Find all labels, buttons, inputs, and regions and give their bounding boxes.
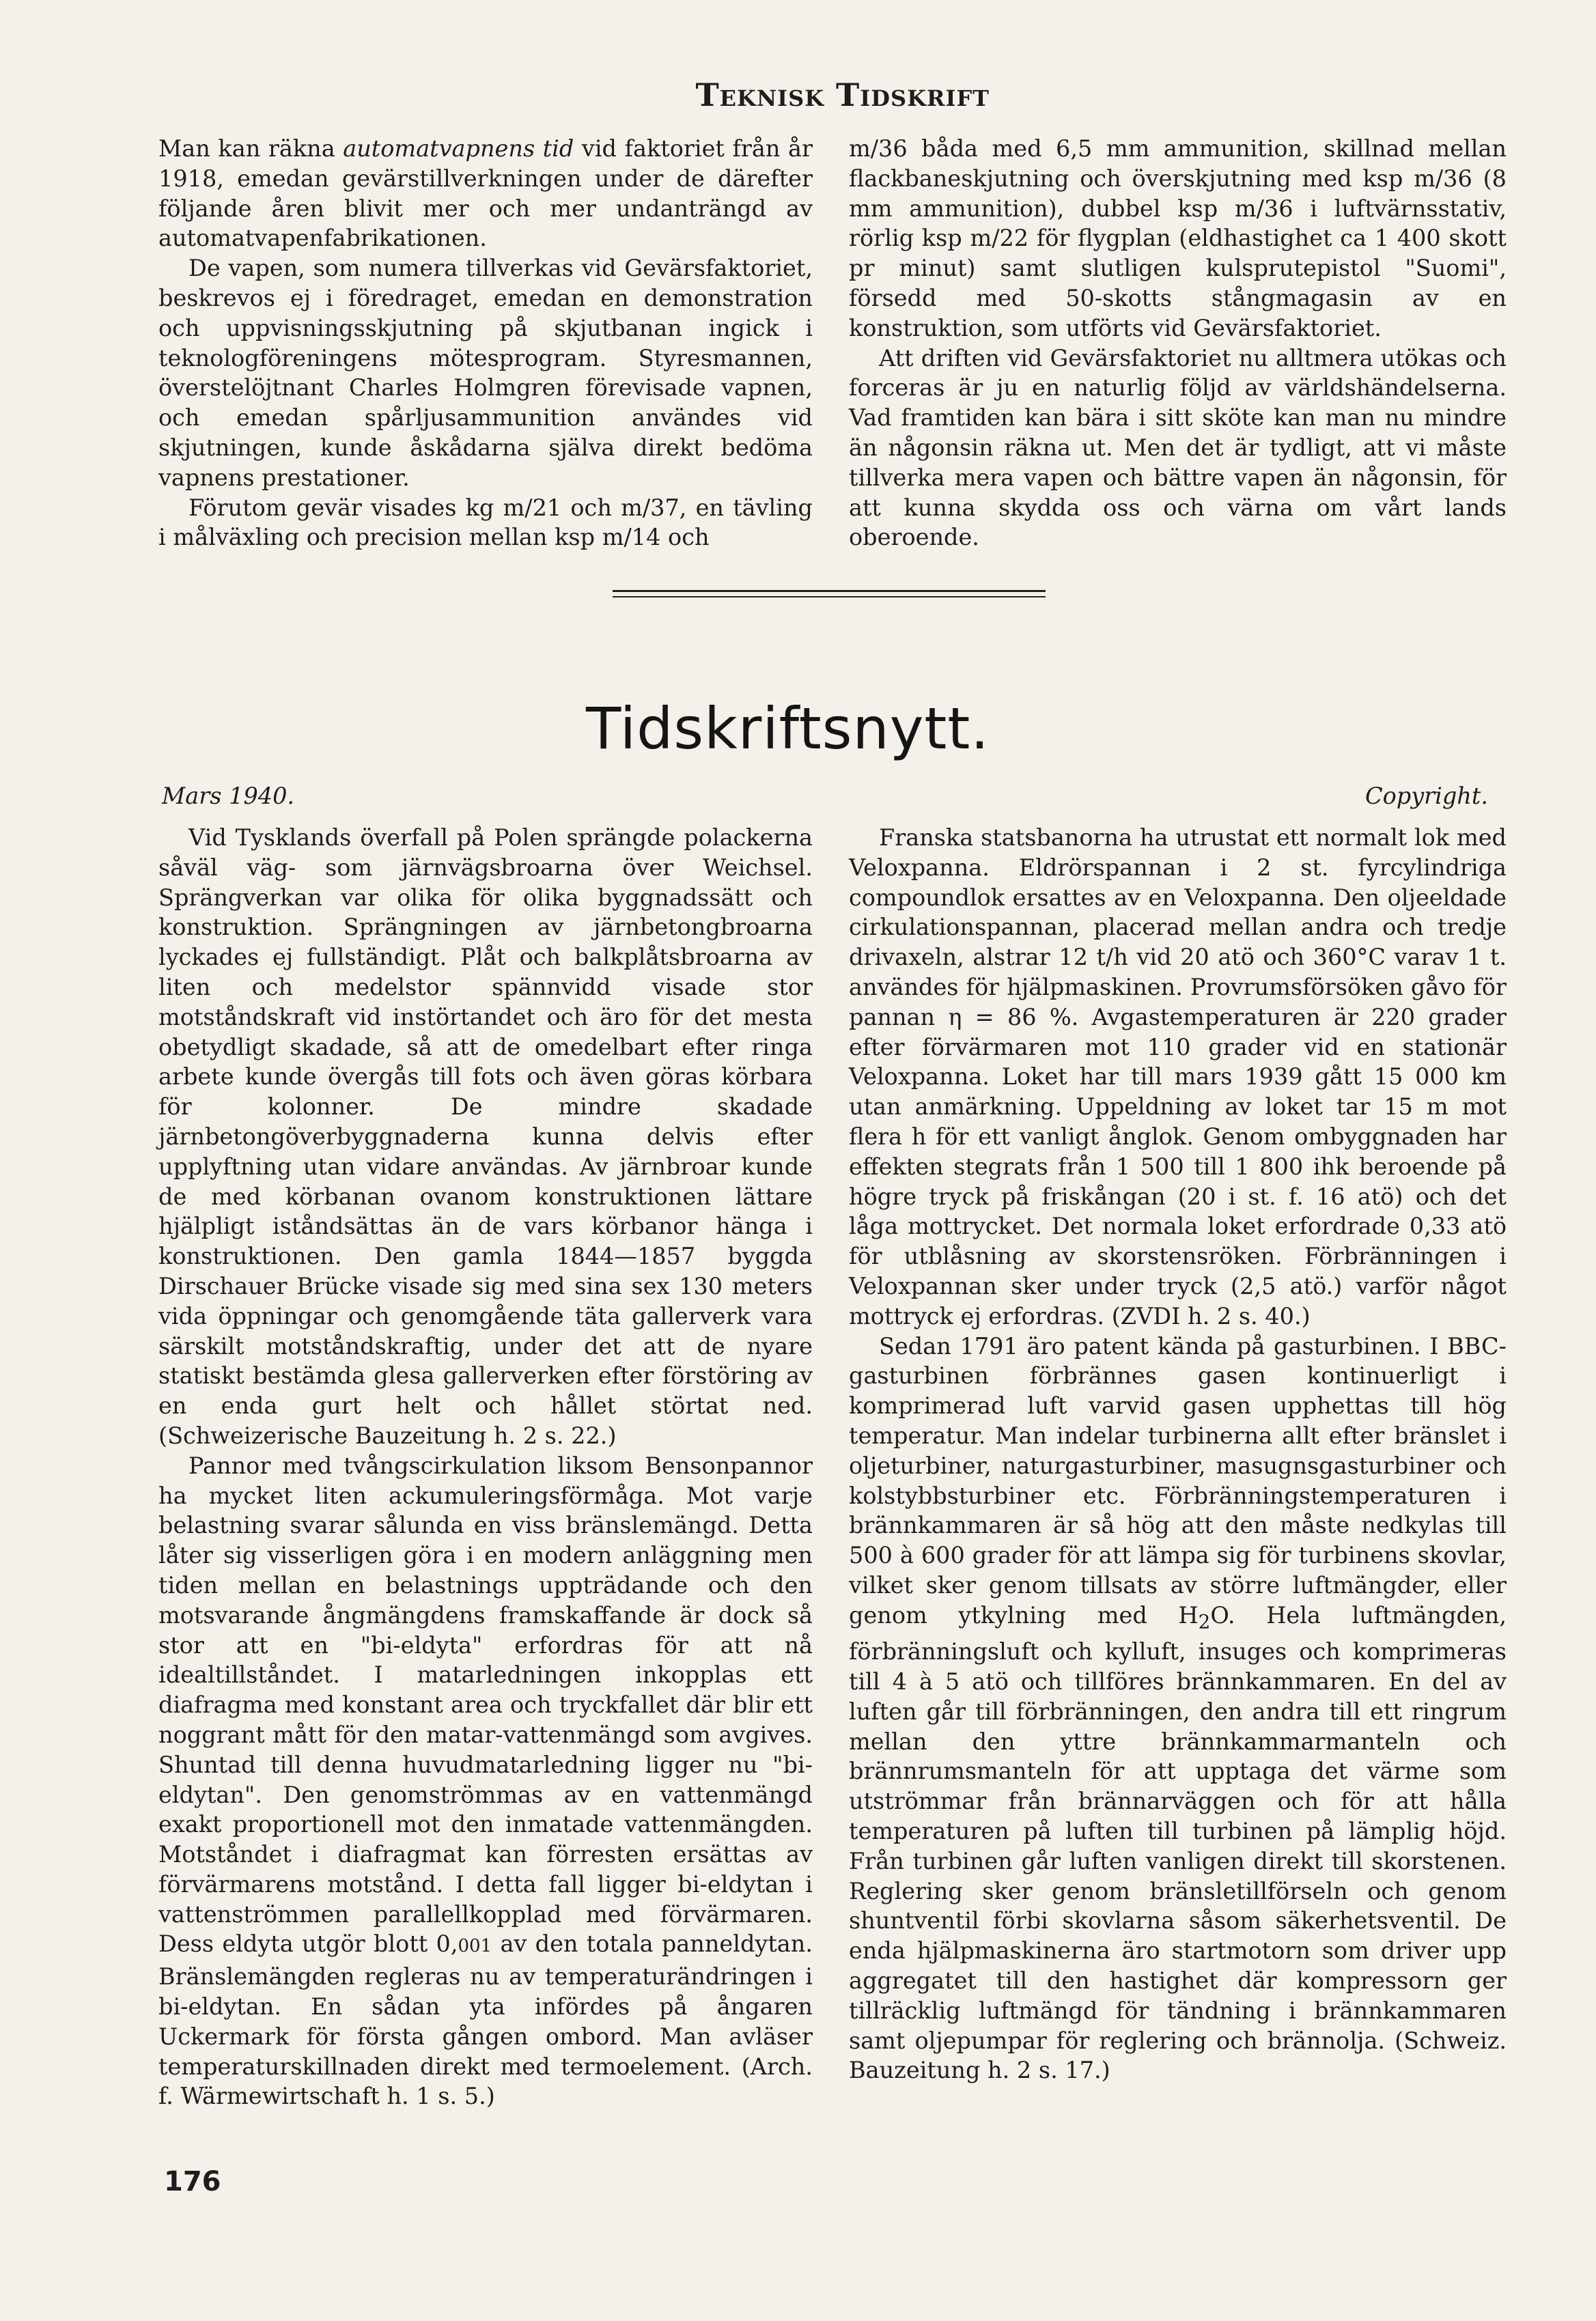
copyright-label: Copyright. [1364,783,1488,809]
bottom-right-column [849,823,1507,2085]
paragraph: Franska statsbanorna ha utrustat ett normalt lok med Veloxpanna. Eldrörspannan i 2 st. fyrcylindriga compoundlok ersattes av en Veloxpanna. Den oljeeldade cirkulationspannan, placerad mellan andra och tredje drivaxeln, alstrar 12 t/h vid 20 atö och 360°C varav 1 t. användes för hjälpmaskinen. Provrumsförsöken gåvo för pannan η = 86 %. Avgastemperaturen är 220 grader efter förvärmaren mot 110 grader vid en stationär Veloxpanna. Loket har till mars 1939 gått 15 000 km utan anmärkning. Uppeldning av loket tar 15 m mot flera h för ett vanligt ånglok. Genom ombyggnaden har effekten stegrats från 1 500 till 1 800 ihk beroende på högre tryck på friskångan (20 i st. f. 16 atö) och det låga mottrycket. Det normala loket erfordrade 0,33 atö för utblåsning av skorstensröken. Förbränningen i Veloxpannan sker under tryck (2,5 atö.) varför något mottryck ej erfordras. (ZVDI h. 2 s. 40.) [849,824,1507,1330]
paragraph: De vapen, som numera tillverkas vid Gevärsfaktoriet, beskrevos ej i föredraget, emedan en demonstration och uppvisningsskjutning på skjutbanan ingick i teknologföreningens mötesprogram. Styresmannen, överstelöjtnant Charles Holmgren förevisade vapnen, och emedan spårljusammunition användes vid skjutningen, kunde åskådarna själva direkt bedöma vapnens prestationer. [158,255,813,491]
issue-date: Mars 1940. [162,783,295,809]
paragraph: Sedan 1791 äro patent kända på gasturbinen. I BBC-gasturbinen förbrännes gasen kontinuerligt i komprimerad luft varvid gasen upphettas till hög temperatur. Man indelar turbinerna allt efter bränslet i oljeturbiner, naturgasturbiner, masugnsgasturbiner och kolstybbsturbiner etc. Förbränningstemperaturen i brännkammaren är så hög att den måste nedkylas till 500 à 600 grader för att lämpa sig för turbinens skovlar, vilket sker genom tillsats av större luftmängder, eller genom ytkylning med $H_2O$. Hela luftmängden, förbränningsluft och kylluft, insuges och komprimeras till 4 à 5 atö och tillföres brännkammaren. En del av luften går till förbränningen, den andra till ett ringrum mellan den yttre brännkammarmanteln och brännrumsmanteln för att upptaga det värme som utströmmar från brännarväggen och för att hålla temperaturen på luften till turbinen på lämplig höjd. Från turbinen går luften vanligen direkt till skorstenen. Reglering sker genom bränsletillförseln och genom shuntventil förbi skovlarna såsom säkerhetsventil. De enda hjälpmaskinerna äro startmotorn som driver upp aggregatet till den hastighet där kompressorn ger tillräcklig luftmängd för tändning i brännkammaren samt oljepumpar för reglering och brännolja. (Schweiz. Bauzeitung h. 2 s. 17.) [849,1332,1507,2084]
paragraph: Förutom gevär visades kg m/21 och m/37, en tävling i målväxling och precision mellan ksp m/14 och [158,494,813,551]
paragraph: Pannor med tvångscirkulation liksom Bensonpannor ha mycket liten ackumuleringsförmåga. Mot varje belastning svarar sålunda en viss bränslemängd. Detta låter sig visserligen göra i en modern anläggning men tiden mellan en belastnings uppträdande och den motsvarande ångmängdens framskaffande är dock så stor att en "bi-eldyta" erfordras för att nå idealtillståndet. I matarledningen inkopplas ett diafragma med konstant area och tryckfallet där blir ett noggrant mått för den matar-vattenmängd som avgives. Shuntad till denna huvudmatarledning ligger nu "bi-eldytan". Den genomströmmas av en vattenmängd exakt proportionell mot den inmatade vattenmängden. Motståndet i diafragmat kan förresten ersättas av förvärmarens motstånd. I detta fall ligger bi-eldytan i vattenströmmen parallellkopplad med förvärmaren. Dess eldyta utgör blott 0,001 av den totala panneldytan. Bränslemängden regleras nu av temperaturändringen i bi-eldytan. En sådan yta infördes på ångaren Uckermark för första gången ombord. Man avläser temperaturskillnaden direkt med termoelement. (Arch. f. Wärmewirtschaft h. 1 s. 5.) [158,1452,813,2110]
page-number: 176 [164,2166,221,2197]
section-divider [613,590,1046,597]
paragraph: Att driften vid Gevärsfaktoriet nu alltmera utökas och forceras är ju en naturlig följd av världshändelserna. Vad framtiden kan bära i sitt sköte kan man nu mindre än någonsin räkna ut. Men det är tydligt, att vi måste tillverka mera vapen och bättre vapen än någonsin, för att kunna skydda oss och värna om vårt lands oberoende. [849,344,1507,551]
top-left-column [158,134,813,552]
paragraph: Man kan räkna automatvapnens tid vid faktoriet från år 1918, emedan gevärstillverkningen under de därefter följande åren blivit mer och mer undanträngd av automatvapenfabrikationen. [158,135,813,252]
paragraph: Vid Tysklands överfall på Polen sprängde polackerna såväl väg- som järnvägsbroarna över Weichsel. Sprängverkan var olika för olika byggnadssätt och konstruktion. Sprängningen av järnbetongbroarna lyckades ej fullständigt. Plåt och balkplåtsbroarna av liten och medelstor spännvidd visade stor motståndskraft vid instörtandet och äro för det mesta obetydligt skadade, så att de omedelbart efter ringa arbete kunde övergås till fots och även göras körbara för kolonner. De mindre skadade järnbetongöverbyggnaderna kunna delvis efter upplyftning utan vidare användas. Av järnbroar kunde de med körbanan ovanom konstruktionen lättare hjälpligt iståndsättas än de vars körbanor hänga i konstruktionen. Den gamla 1844—1857 byggda Dirschauer Brücke visade sig med sina sex 130 meters vida öppningar och genomgående täta gallerverk vara särskilt motståndskraftig, under det att de nyare statiskt bestämda glesa gallerverken efter förstöring av en enda gurt helt och hållet störtat ned. (Schweizerische Bauzeitung h. 2 s. 22.) [158,824,813,1449]
paragraph: m/36 båda med 6,5 mm ammunition, skillnad mellan flackbaneskjutning och överskjutning med ksp m/36 (8 mm ammunition), dubbel ksp m/36 i luftvärnsstativ, rörlig ksp m/22 för flygplan (eldhastighet ca 1 400 skott pr minut) samt slutligen kulsprutepistol "Suomi", försedd med 50-skotts stångmagasin av en konstruktion, som utförts vid Gevärsfaktoriet. [849,135,1507,341]
section-title: Tidskriftsnytt. [586,695,990,762]
bottom-left-column [158,823,813,2111]
top-right-column [849,134,1507,552]
masthead: Teknisk Tidskrift [695,76,990,113]
